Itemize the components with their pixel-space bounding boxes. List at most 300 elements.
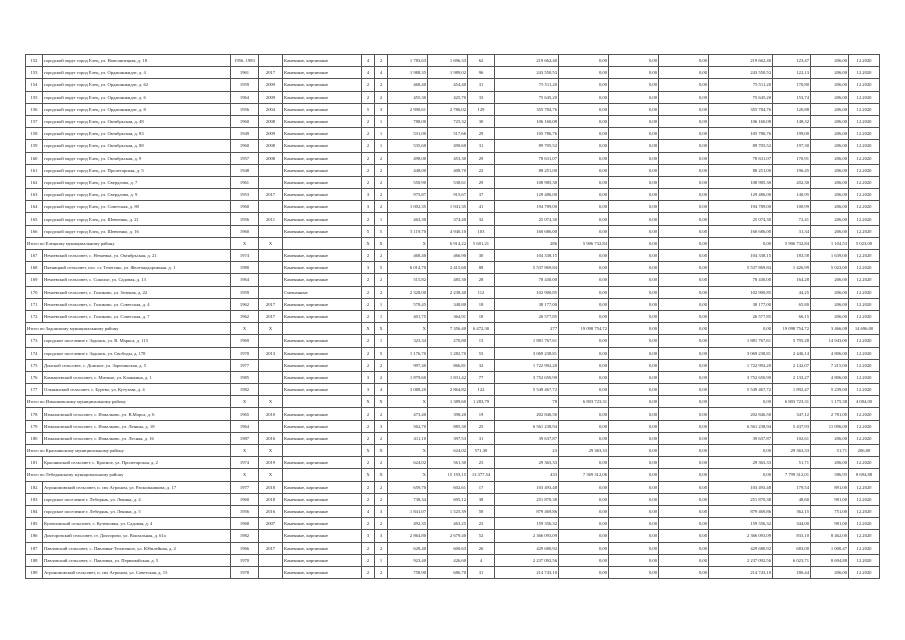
table-cell [259,384,283,396]
table-cell: 1964 [231,420,259,432]
table-cell: 3 [362,530,375,542]
table-row [26,140,880,152]
table-cell: 0,00 [559,201,609,213]
table-cell: 8 694,88 [811,554,849,566]
table-cell: 0,00 [709,469,773,481]
table-cell: 997,40 [388,359,428,371]
table-cell: 1982 [231,384,259,396]
row-number: 186 [26,530,43,542]
table-cell: Каменные, кирпичные [283,566,362,578]
table-cell: 88 251,00 [709,164,773,176]
table-cell: 0,00 [609,457,659,469]
table-cell: 1 175,38 [811,396,849,408]
table-cell: 243 550,53 [709,67,773,79]
table-cell: 2019 [259,457,283,469]
table-cell: 2018 [259,493,283,505]
table-cell: 923,40 [388,554,428,566]
table-cell: 88 [468,262,495,274]
address-cell: городское поселение г. Лебедянь, ул. Ленина, д. 4 [43,493,231,505]
table-cell: 4 [375,67,388,79]
address-cell: городской округ город Елец, ул. Советская, д. 80 [43,201,231,213]
table-row [26,493,880,505]
table-cell [259,55,283,67]
table-cell: 0,00 [609,384,659,396]
table-cell: 2 [375,408,388,420]
table-cell: 1959 [231,79,259,91]
table-cell: X [362,237,375,249]
table-cell: 30 [468,115,495,127]
table-cell: 52 [468,530,495,542]
table-cell: 1 988,35 [388,67,428,79]
table-cell: 981,00 [811,493,849,505]
table-cell: 159 356,32 [709,518,773,530]
table-cell: 3 [362,384,375,396]
table-cell: Каменные, кирпичные [283,213,362,225]
table-cell: 2009 [259,128,283,140]
table-cell: 14 696,00 [849,323,880,335]
table-cell: 2008 [259,140,283,152]
table-cell: 426,60 [428,554,468,566]
table-cell: 0,00 [659,128,709,140]
table-cell: 12.2020 [849,213,880,225]
table-cell: 12.2020 [849,262,880,274]
table-cell: 0,00 [559,420,609,432]
table-cell: 0,00 [609,262,659,274]
table-cell: 531,00 [388,128,428,140]
table-cell: 18 [468,298,495,310]
table-cell: 41 [468,201,495,213]
table-cell: 0,00 [559,103,609,115]
table-cell: 12.2020 [849,530,880,542]
table-cell: 219 662,40 [709,55,773,67]
table-cell: 5 795,28 [773,335,811,347]
table-cell: 108 985,30 [709,176,773,188]
group-label: Итого по Краснинскому муниципальному району [26,445,231,457]
table-cell: 25 074,30 [495,213,559,225]
table-cell [259,176,283,188]
table-cell: 0,00 [559,140,609,152]
table-cell: 23 [468,518,495,530]
table-cell: 1964 [231,91,259,103]
table-cell: 179,54 [773,481,811,493]
table-cell: 5 549 467,72 [709,384,773,396]
table-cell: 1 841,07 [388,505,428,517]
table-cell: 1965 [231,408,259,420]
table-cell: 0,00 [659,542,709,554]
table-cell: 206,00 [811,457,849,469]
table-cell: 102 900,85 [709,286,773,298]
table-cell: 485,30 [428,274,468,286]
table-cell: 1 722 992,20 [709,359,773,371]
table-cell: 1977 [231,359,259,371]
row-number: 182 [26,481,43,493]
table-cell: 4 [468,554,495,566]
table-cell: 0,00 [559,566,609,578]
table-cell: 2017 [259,67,283,79]
table-cell: 0,00 [609,481,659,493]
table-cell: 0,00 [709,237,773,249]
table-cell: 0,00 [659,432,709,444]
table-cell: 492,35 [388,518,428,530]
row-number: 176 [26,371,43,383]
address-cell: Пятницкий сельсовет, пос. ст. Телегино, ул. Железнодорожная, д. 1 [43,262,231,274]
table-row [26,432,880,444]
table-cell: 454,40 [428,79,468,91]
table-cell: 77 [468,371,495,383]
table-cell: 89 705,52 [495,140,559,152]
table-cell: 0,00 [559,518,609,530]
table-cell: 12.2020 [849,55,880,67]
address-cell: Ольшанский сельсовет, с. Бурево, ул. Кутузова, д. 4 [43,384,231,396]
capital-repair-table [25,54,880,579]
table-cell: 0,00 [559,176,609,188]
table-cell: X [388,445,428,457]
table-cell: 0,00 [709,445,773,457]
table-cell: 2 [375,518,388,530]
table-cell: 1964 [231,274,259,286]
address-cell: городской округ город Елец, ул. Шевченко, д. 16 [43,225,231,237]
table-cell: 0,00 [659,384,709,396]
table-cell: 6 472,30 [468,323,495,335]
table-cell: 6 803 723,31 [559,396,609,408]
table-cell [259,530,283,542]
address-cell: Нечаевский сельсовет, с. Голиково, ул. Зеленая, д. 22 [43,286,231,298]
table-cell: 38 177,00 [495,298,559,310]
address-cell: городской округ город Елец, ул. Октябрьская, д. 88 [43,140,231,152]
table-cell: 105 786,76 [709,128,773,140]
table-cell: 19 098 754,72 [773,323,811,335]
table-cell: X [231,445,259,457]
table-cell: 1 783,63 [388,55,428,67]
table-cell: 2 [362,176,375,188]
table-row [26,286,880,298]
group-total-row [26,323,880,335]
table-cell: 2 [362,140,375,152]
table-cell: 0,00 [559,371,609,383]
table-cell: 0,00 [559,55,609,67]
table-cell: X [388,396,428,408]
row-number: 187 [26,542,43,554]
table-cell: Каменные, кирпичные [283,542,362,554]
table-cell: 38 [468,493,495,505]
table-cell: 0,00 [609,250,659,262]
table-cell: 490,60 [428,140,468,152]
address-cell: Кулешовский сельсовет, с. Кулешовка, ул. Садовая, д. 4 [43,518,231,530]
row-number: 180 [26,432,43,444]
table-cell: 550,90 [388,176,428,188]
table-cell: 12.2020 [849,103,880,115]
table-cell: 348,80 [428,298,468,310]
table-cell: 5 601,21 [468,237,495,249]
table-cell: 105 786,76 [495,128,559,140]
row-number: 175 [26,359,43,371]
table-cell: X [231,396,259,408]
table-cell: 1 [375,115,388,127]
table-cell: 120,88 [773,103,811,115]
table-cell: 140,95 [773,189,811,201]
table-cell: 1 002,35 [388,201,428,213]
table-cell: 0,00 [659,554,709,566]
table-cell: 78 631,07 [495,152,559,164]
group-label: Итого по Задонскому муниципальному району [26,323,231,335]
row-number: 164 [26,201,43,213]
table-row [26,128,880,140]
table-cell: 12.2020 [849,140,880,152]
table-cell: 571,30 [468,445,495,457]
table-cell: 2 [375,91,388,103]
table-cell: 206,00 [811,164,849,176]
table-cell: Каменные, кирпичные [283,67,362,79]
table-cell: Каменные, кирпичные [283,310,362,322]
table-cell: 1961 [231,176,259,188]
table-cell: 4 806,00 [811,371,849,383]
table-cell: 206,00 [811,115,849,127]
table-cell: 2 [375,359,388,371]
table-cell: 3 069 238,81 [495,347,559,359]
address-cell: городской округ город Елец, ул. Новолипецкая, д. 18 [43,55,231,67]
table-cell: 286 [495,237,559,249]
table-row [26,518,880,530]
table-cell: 2017 [259,298,283,310]
row-number: 162 [26,176,43,188]
table-cell: 12.2020 [849,128,880,140]
table-cell: 2 446,14 [773,347,811,359]
table-cell: 29 [468,176,495,188]
table-cell: 75 645,20 [495,91,559,103]
table-cell: 0,00 [609,79,659,91]
table-cell: 0,00 [659,79,709,91]
table-cell: 2 [362,542,375,554]
table-cell: Каменные, кирпичные [283,115,362,127]
table-cell: 0,00 [609,505,659,517]
table-cell: 5 [362,103,375,115]
table-cell: 0,00 [559,152,609,164]
table-cell: Каменные, кирпичные [283,140,362,152]
table-cell [259,566,283,578]
table-cell: 206,00 [811,55,849,67]
table-cell: 538,61 [428,176,468,188]
table-cell: 194 789,00 [709,201,773,213]
table-cell: 12.2020 [849,335,880,347]
table-cell: 78 430,00 [709,274,773,286]
row-number: 179 [26,420,43,432]
row-number: 188 [26,554,43,566]
row-number: 159 [26,140,43,152]
table-cell: 624,02 [428,445,468,457]
table-cell: 2016 [259,432,283,444]
table-cell: 473,40 [388,408,428,420]
table-cell: 0,00 [609,371,659,383]
table-cell: 2 [362,91,375,103]
table-cell: 1960 [231,115,259,127]
table-cell: 0,00 [659,152,709,164]
table-cell: 561,30 [428,457,468,469]
table-cell: 2018 [259,481,283,493]
table-cell: 975,87 [388,189,428,201]
table-cell: 0,00 [659,201,709,213]
table-cell: 1959 [231,286,259,298]
table-cell: 1 [375,298,388,310]
table-cell: 29 363,33 [773,445,811,457]
table-cell: 0,00 [609,554,659,566]
table-cell: 915,67 [428,189,468,201]
table-cell: 12.2020 [849,554,880,566]
table-cell: 88 251,00 [495,164,559,176]
table-cell: 788,00 [388,115,428,127]
table-cell: 695,12 [428,493,468,505]
table-cell: 12.2020 [849,310,880,322]
table-row [26,408,880,420]
address-cell: Камышевский сельсовет, с. Митино, ул. Клинкина, д. 1 [43,371,231,383]
table-cell: 1 283,79 [468,396,495,408]
row-number: 153 [26,67,43,79]
address-cell: Измалковский сельсовет, с. Измалково, ул. В.Марса, д. 6 [43,408,231,420]
table-cell: 3 [362,262,375,274]
address-cell: городской округ город Елец, ул. Октябрьская, д. 9 [43,152,231,164]
table-cell: 2 [362,310,375,322]
table-cell: 2 [362,457,375,469]
table-cell: 170,80 [773,79,811,91]
table-cell: 0,00 [659,67,709,79]
table-cell: 2 237 092,56 [495,554,559,566]
table-cell: 3 752 650,90 [709,371,773,383]
table-cell: 0,00 [609,237,659,249]
table-cell: 31 [468,566,495,578]
row-number: 157 [26,115,43,127]
table-cell: X [231,237,259,249]
row-number: 170 [26,286,43,298]
table-cell: Каменные, кирпичные [283,189,362,201]
row-number: 165 [26,213,43,225]
table-cell: 12.2020 [849,176,880,188]
table-row [26,262,880,274]
table-cell: 12.2020 [849,420,880,432]
table-cell: 58 [468,505,495,517]
table-cell: 1969 [231,335,259,347]
table-cell: Каменные, кирпичные [283,274,362,286]
group-total-row [26,396,880,408]
table-cell [283,396,362,408]
table-cell: 197,30 [773,140,811,152]
table-cell: 75 511,20 [495,79,559,91]
table-cell [259,274,283,286]
table-cell: 277 [495,323,559,335]
table-cell [283,469,362,481]
table-cell: 981,00 [811,518,849,530]
table-cell: 0,00 [609,310,659,322]
table-cell: 0,00 [659,518,709,530]
table-cell [259,262,283,274]
table-cell: 624,02 [388,457,428,469]
table-cell: 0,00 [659,213,709,225]
table-cell: 122 [468,384,495,396]
table-cell: 758,90 [388,566,428,578]
table-cell: 0,00 [609,128,659,140]
row-number: 173 [26,335,43,347]
table-cell [283,237,362,249]
table-cell: 108 985,30 [495,176,559,188]
table-cell: 32 [468,213,495,225]
table-cell: Каменные, кирпичные [283,152,362,164]
table-cell: 29 363,33 [709,457,773,469]
table-cell: 0,00 [659,445,709,457]
table-cell: 0,00 [609,396,659,408]
table-cell: 75 511,20 [709,79,773,91]
table-cell: 0,00 [659,505,709,517]
table-cell: 89 705,52 [709,140,773,152]
table-cell: 2 786,02 [428,103,468,115]
table-cell: 0,00 [609,286,659,298]
table-cell: 3 [362,201,375,213]
table-cell: Каменные, кирпичные [283,79,362,91]
table-cell: 12.2020 [849,225,880,237]
table-cell: 1 989,02 [428,67,468,79]
table-cell: 2 133,27 [773,371,811,383]
table-cell: 0,00 [609,432,659,444]
address-cell: городской округ город Елец, ул. Орджоникидзе, д. 6 [43,91,231,103]
table-cell: X [231,323,259,335]
table-cell: 206,00 [811,274,849,286]
row-number: 155 [26,91,43,103]
table-cell: 206,00 [811,201,849,213]
table-cell: 0,00 [659,286,709,298]
address-cell: городской округ город Елец, ул. Орджоникидзе, д. 62 [43,79,231,91]
row-number: 154 [26,79,43,91]
address-cell: городской округ город Елец, ул. Шевченко, д. 21 [43,213,231,225]
address-cell: городской округ город Елец, ул. Орджоникидзе, д. 4 [43,67,231,79]
table-cell: 0,00 [609,518,659,530]
table-cell: 26 [468,542,495,554]
table-cell: 0,00 [659,176,709,188]
table-cell: 0,00 [659,530,709,542]
table-cell: 25 [468,420,495,432]
table-cell: 2 781,00 [811,408,849,420]
table-cell: 7 369 312,06 [559,469,609,481]
table-cell: 186,44 [773,566,811,578]
table-cell: Каменные, кирпичные [283,298,362,310]
table-cell: 12.2020 [849,566,880,578]
table-cell: 44,25 [773,286,811,298]
table-cell: 3 [362,371,375,383]
table-cell: 0,00 [559,164,609,176]
table-cell: Каменные, кирпичные [283,347,362,359]
table-row [26,115,880,127]
table-cell: 0,00 [659,347,709,359]
table-cell: 1 282,70 [428,347,468,359]
table-cell: 1977 [231,481,259,493]
table-cell [259,250,283,262]
table-cell: 164,28 [773,274,811,286]
table-cell: 202,30 [773,176,811,188]
table-cell: 1985 [231,371,259,383]
table-cell: 0,00 [659,371,709,383]
table-cell: 0,00 [659,420,709,432]
address-cell: Агрономовский сельсовет, п. свх Агроном, ул. Советская, д. 15 [43,566,231,578]
table-cell: Каменные, кирпичные [283,420,362,432]
table-cell: X [259,237,283,249]
table-cell: 0,00 [609,91,659,103]
table-cell: 23 [468,457,495,469]
row-number: 184 [26,505,43,517]
table-cell: 103 493,48 [495,481,559,493]
table-cell: 160 686,00 [709,225,773,237]
table-cell: 4 806,00 [811,347,849,359]
table-cell: 0,00 [609,274,659,286]
table-cell: 879 469,86 [709,505,773,517]
table-cell: 0,00 [659,335,709,347]
table-cell: 78 430,00 [495,274,559,286]
table-cell: 3 088,20 [388,384,428,396]
